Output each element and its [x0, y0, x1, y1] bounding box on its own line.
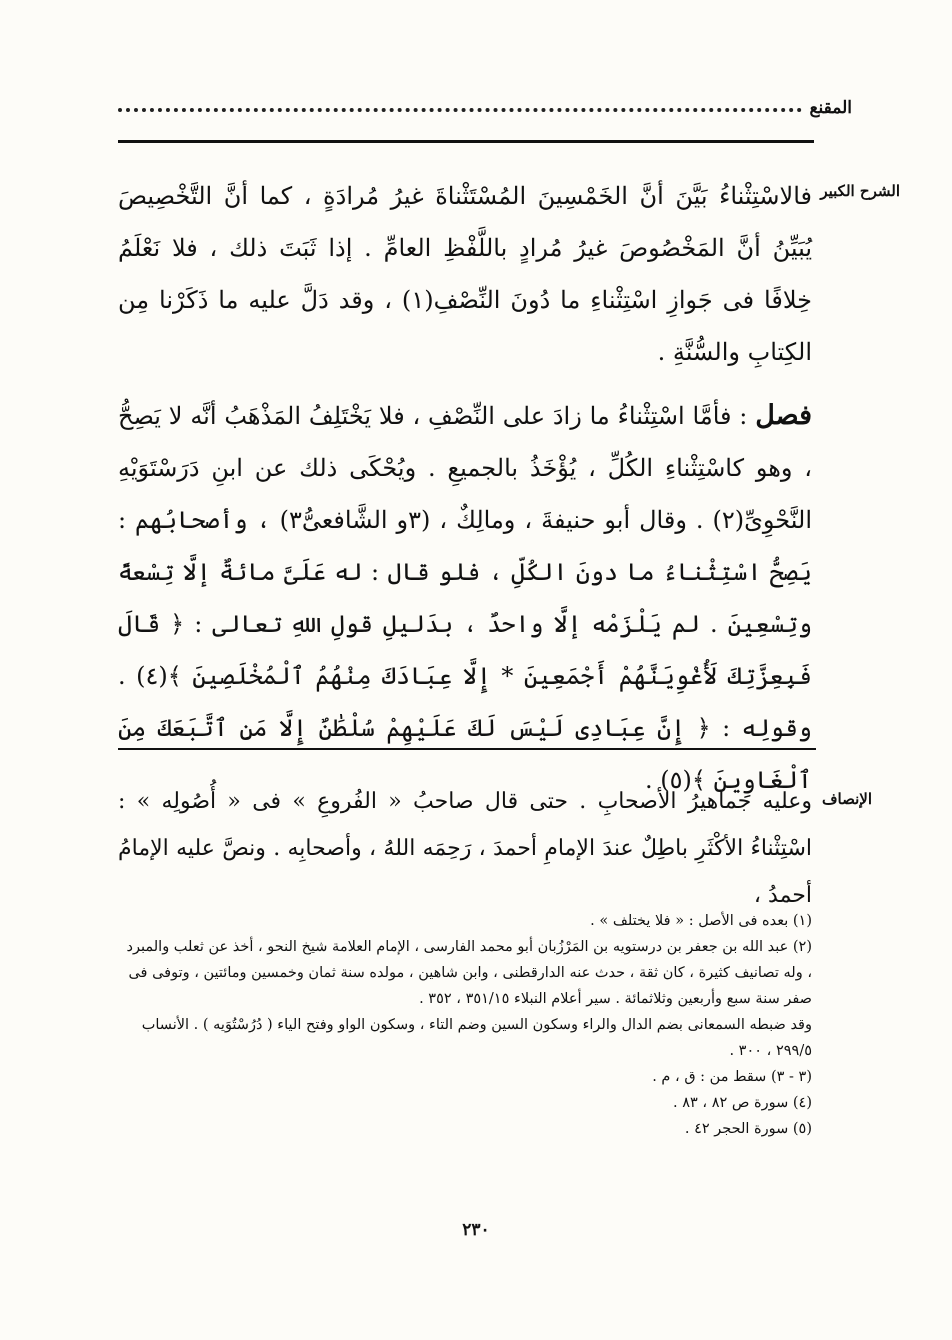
footnote-item: (٥) سورة الحجر ٤٢ . [684, 1121, 812, 1137]
header-dotted-rule [118, 108, 802, 112]
running-header-title: المقنع [809, 98, 852, 118]
header-solid-rule [118, 140, 814, 143]
sharh-paragraph-1: فالاسْتِثْناءُ بَيَّنَ أنَّ الخَمْسِينَ المُسْتَثْناةَ غيرُ مُرادَةٍ ، كما أنَّ التَّخْصِيصَ يُبَيِّنُ أنَّ المَخْصُوصَ غيرُ مُرادٍ باللَّفْظِ العامِّ . إذا ثَبَتَ ذلك ، فلا نَعْلَمُ خِلافًا فى جَوازِ اسْتِثْناءِ ما دُونَ النِّصْفِ(١) ، وقد دَلَّ عليه ما ذَكَرْنا مِن الكِتابِ والسُّنَّةِ . [118, 182, 813, 366]
sharh-main-text [118, 170, 812, 806]
fasl-heading: فصل [755, 400, 812, 431]
fasl-paragraph [118, 390, 812, 806]
footnote-item: (٤) سورة ص ٨٢ ، ٨٣ . [672, 1095, 812, 1111]
footnote-item: وقد ضبطه السمعانى بضم الدال والراء وسكون السين وضم التاء ، وسكون الواو وفتح الياء ( دُرُسْتُوَيه ) . الأنساب ٢٩٩/٥ ، ٣٠٠ . [141, 1017, 812, 1059]
insaf-text: وعليه جماهيرُ الأصحابِ . حتى قال صاحبُ « الفُروعِ » فى « أُصُولِه » : اسْتِثْناءُ الأكْثَرِ باطِلٌ عندَ الإمامِ أحمدَ ، رَحِمَه اللهُ ، وأصحابِه . ونصَّ عليه الإمامُ أحمدُ ، [118, 789, 812, 908]
footnote-item: (١) بعده فى الأصل : « فلا يختلف » . [590, 913, 812, 929]
page-number: ٢٣٠ [462, 1220, 490, 1240]
footnote-item: (٢) عبد الله بن جعفر بن درستويه بن المَرْزُبان أبو محمد الفارسى ، الإمام العلامة شيخ النحو ، أخذ عن ثعلب والمبرد ، وله تصانيف كثيرة ، كان ثقة ، حدث عنه الدارقطنى ، وابن شاهين ، مولده سنة ثمان وخمسين ومائتين ، وتوفى فى صفر سنة سبع وأربعين وثلاثمائة . سير أعلام النبلاء ٣٥١/١٥ ، ٣٥٢ . [126, 939, 812, 1007]
sharh-section-label: الشرح الكبير [820, 182, 900, 200]
fasl-text: : فأمَّا اسْتِثْناءُ ما زادَ على النِّصْفِ ، فلا يَخْتَلِفُ المَذْهَبُ أنَّه لا يَصِحُّ ، وهو كاسْتِثْناءِ الكُلِّ ، يُؤْخَذُ بالجميعِ . ويُحْكَى ذلك عن ابنِ دَرَسْتَوَيْهِ النَّحْوِىِّ(٢) . وقال أبو حنيفةَ ، ومالِكٌ ، (٣و الشَّافعىُّ٣) ، وأصحابُهم : يَصِحُّ اسْتِثْناءُ ما دونَ الكُلِّ ، فلو قال : له عَلَىَّ مائةٌ إلَّا تِسْعةً وتِسْعِينَ . لم يَلْزَمْه إلَّا واحدٌ ، بدَليلِ قولِ اللهِ تعالى : ﴿ قَالَ فَبِعِزَّتِكَ لَأُغْوِيَنَّهُمْ أَجْمَعِينَ * إِلَّا عِبَادَكَ مِنْهُمُ ٱلْمُخْلَصِينَ ﴾(٤) . وقولِه : ﴿ إِنَّ عِبَادِى لَيْسَ لَكَ عَلَيْهِمْ سُلْطَٰنٌ إِلَّا مَنِ ٱتَّبَعَكَ مِنَ ٱلْغَاوِينَ ﴾(٥) . [118, 402, 813, 794]
footnote-item: (٣ - ٣) سقط من : ق ، م . [652, 1069, 812, 1085]
section-divider [118, 748, 816, 750]
footnotes [118, 908, 812, 1142]
insaf-section-label: الإنصاف [821, 790, 872, 808]
